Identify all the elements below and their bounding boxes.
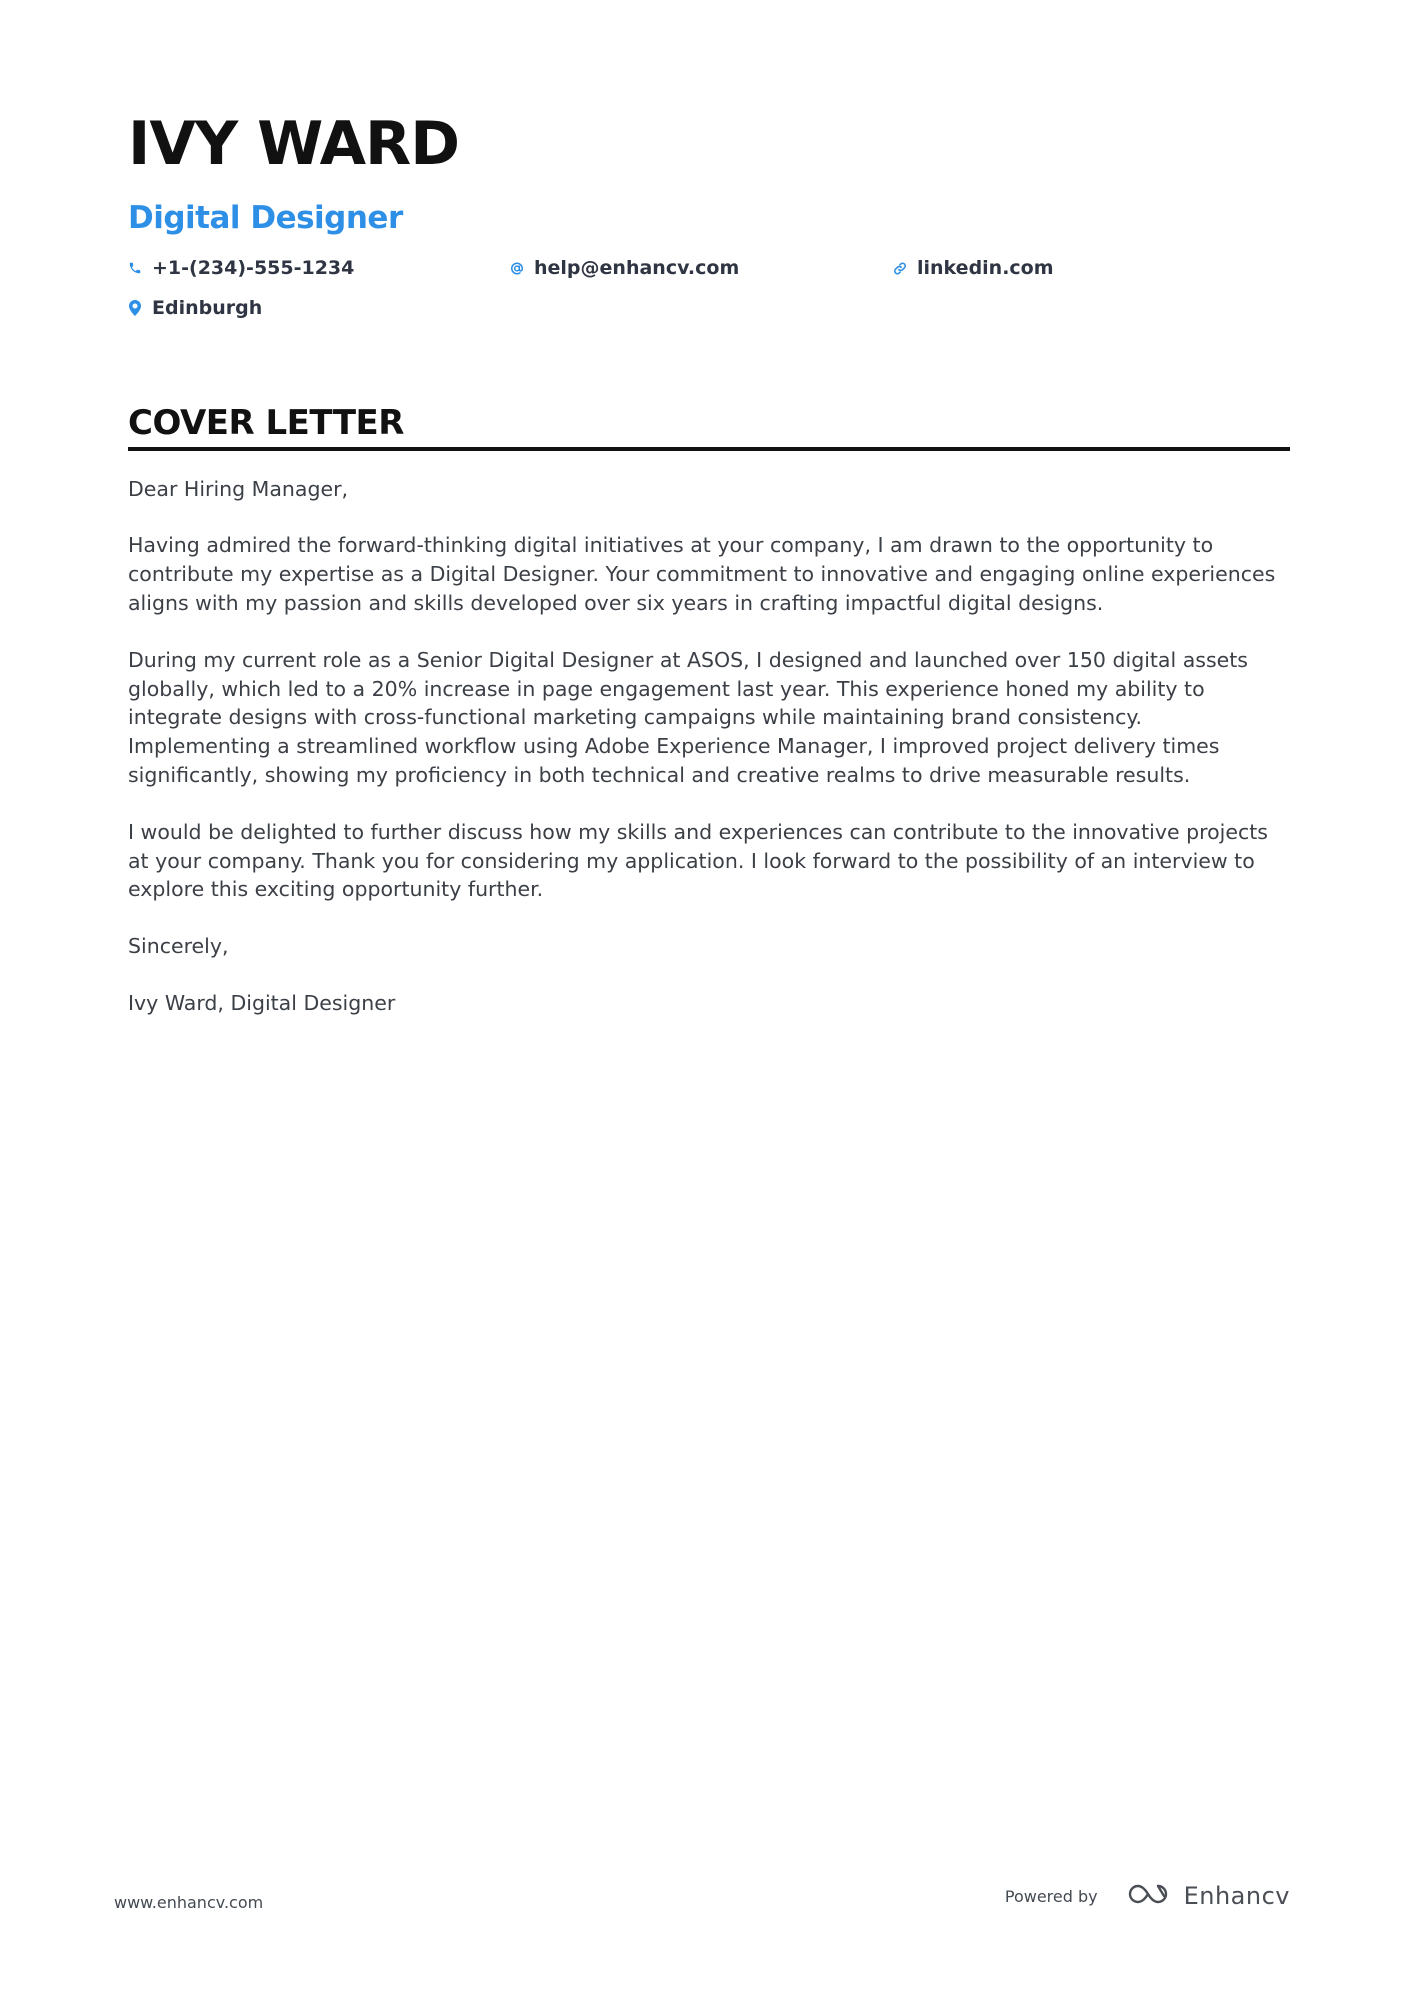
contact-location [128, 295, 510, 321]
section-divider [128, 447, 1290, 451]
enhancv-brand[interactable] [1126, 1882, 1290, 1910]
website-text: linkedin.com [917, 257, 1054, 280]
contact-info [128, 255, 1290, 321]
at-icon [510, 260, 524, 276]
brand-name: Enhancv [1183, 1882, 1290, 1910]
contact-phone [128, 255, 510, 281]
letter-greeting: Dear Hiring Manager, [128, 476, 349, 501]
location-text: Edinburgh [152, 297, 263, 320]
letter-signature: Ivy Ward, Digital Designer [128, 990, 396, 1015]
letter-body [128, 475, 1290, 1018]
letter-paragraph: Having admired the forward-thinking digital initiatives at your company, I am drawn to the opportunity to contribute my expertise as a Digital Designer. Your commitment to innovative and engaging online experiences aligns with my passion and skills developed over six years in crafting impactful digital designs. [128, 533, 1276, 615]
letter-paragraph: During my current role as a Senior Digital Designer at ASOS, I designed and launched over 150 digital assets globally, which led to a 20% increase in page engagement last year. This experience honed my ability to integrate designs with cross-functional marketing campaigns while maintaining brand consistency. Implementing a streamlined workflow using Adobe Experience Manager, I improved project delivery times significantly, showing my proficiency in both technical and creative realms to drive measurable results. [128, 647, 1248, 787]
enhancv-logo-icon [1126, 1882, 1172, 1910]
link-icon [893, 260, 907, 276]
phone-text: +1-(234)-555-1234 [152, 257, 355, 280]
letter-paragraph: I would be delighted to further discuss how my skills and experiences can contribute to the innovative projects at your company. Thank you for considering my application. I look forward to the possibility of an interview to explore this exciting opportunity further. [128, 819, 1268, 902]
contact-website [893, 255, 1290, 281]
candidate-name: IVY WARD [128, 109, 460, 179]
phone-icon [128, 260, 142, 276]
email-text: help@enhancv.com [534, 257, 740, 280]
location-pin-icon [128, 300, 142, 316]
footer-website-link[interactable]: www.enhancv.com [114, 1893, 264, 1912]
section-title: COVER LETTER [128, 403, 404, 444]
cover-letter-page [128, 100, 1290, 1046]
powered-by-label: Powered by [1004, 1886, 1098, 1906]
footer-branding [1005, 1882, 1290, 1910]
contact-email [510, 255, 893, 281]
job-title: Digital Designer [128, 200, 403, 236]
letter-closing: Sincerely, [128, 934, 229, 959]
